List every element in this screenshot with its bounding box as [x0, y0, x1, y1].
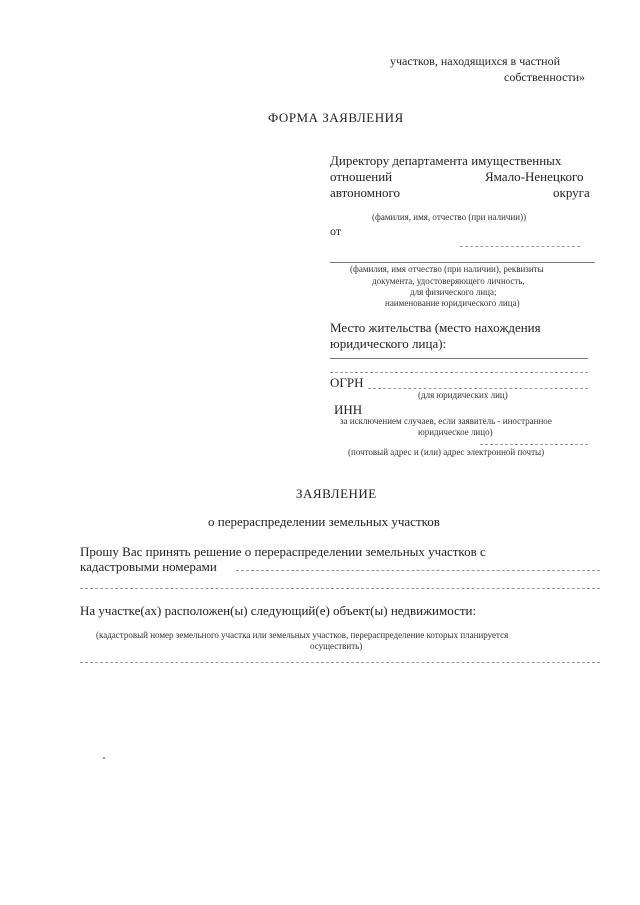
applicant-caption-3: для физического лица;: [410, 287, 497, 297]
ogrn-underline: [368, 388, 588, 389]
cadastral-underline-2: [80, 588, 600, 589]
addressee-line-2-right: Ямало-Ненецкого: [485, 169, 584, 184]
addressee-line-2-left: отношений: [330, 169, 393, 184]
statement-body-line-2: кадастровыми номерами: [80, 559, 217, 574]
cadastral-underline-1: [236, 570, 600, 571]
statement-subtitle: о перераспределении земельных участков: [208, 514, 440, 529]
ogrn-label: ОГРН: [330, 375, 364, 390]
addressee-line-1: Директору департамента имущественных: [330, 153, 562, 168]
residence-underline-2: [330, 372, 588, 373]
applicant-caption-4: наименование юридического лица): [385, 298, 520, 308]
fio-underline: [460, 246, 580, 247]
addressee-line-3-right: округа: [553, 185, 590, 200]
inn-caption-2: юридическое лицо): [418, 427, 493, 437]
postal-caption: (почтовый адрес и (или) адрес электронной почты): [348, 447, 545, 457]
addressee-line-3-left: автономного: [330, 185, 400, 200]
postal-underline: [480, 444, 588, 445]
page-speck: [103, 757, 105, 759]
residence-underline-1: [330, 358, 588, 359]
objects-label: На участке(ах) расположен(ы) следующий(е) объект(ы) недвижимости:: [80, 603, 477, 618]
statement-body-line-1: Прошу Вас принять решение о перераспределении земельных участков с: [80, 544, 486, 559]
statement-title: ЗАЯВЛЕНИЕ: [296, 486, 377, 501]
fio-caption: (фамилия, имя, отчество (при наличии)): [372, 212, 527, 222]
from-label: от: [330, 224, 342, 238]
ogrn-caption: (для юридических лиц): [418, 390, 508, 400]
cadastral-caption-1: (кадастровый номер земельного участка или земельных участков, перераспределение которых планируется: [96, 630, 509, 640]
applicant-caption-2: документа, удостоверяющего личность,: [372, 276, 525, 286]
inn-label: ИНН: [334, 402, 363, 417]
cadastral-caption-2: осуществить): [310, 641, 363, 651]
form-title: ФОРМА ЗАЯВЛЕНИЯ: [268, 110, 404, 125]
applicant-caption-1: (фамилия, имя отчество (при наличии), реквизиты: [350, 264, 544, 274]
applicant-underline: [330, 262, 595, 263]
inn-caption-1: за исключением случаев, если заявитель - иностранное: [340, 416, 552, 426]
header-line-2: собственности»: [504, 70, 586, 84]
header-line-1: участков, находящихся в частной: [390, 54, 560, 68]
objects-underline: [80, 662, 600, 663]
residence-label-2: юридического лица):: [330, 336, 447, 351]
residence-label-1: Место жительства (место нахождения: [330, 320, 541, 335]
